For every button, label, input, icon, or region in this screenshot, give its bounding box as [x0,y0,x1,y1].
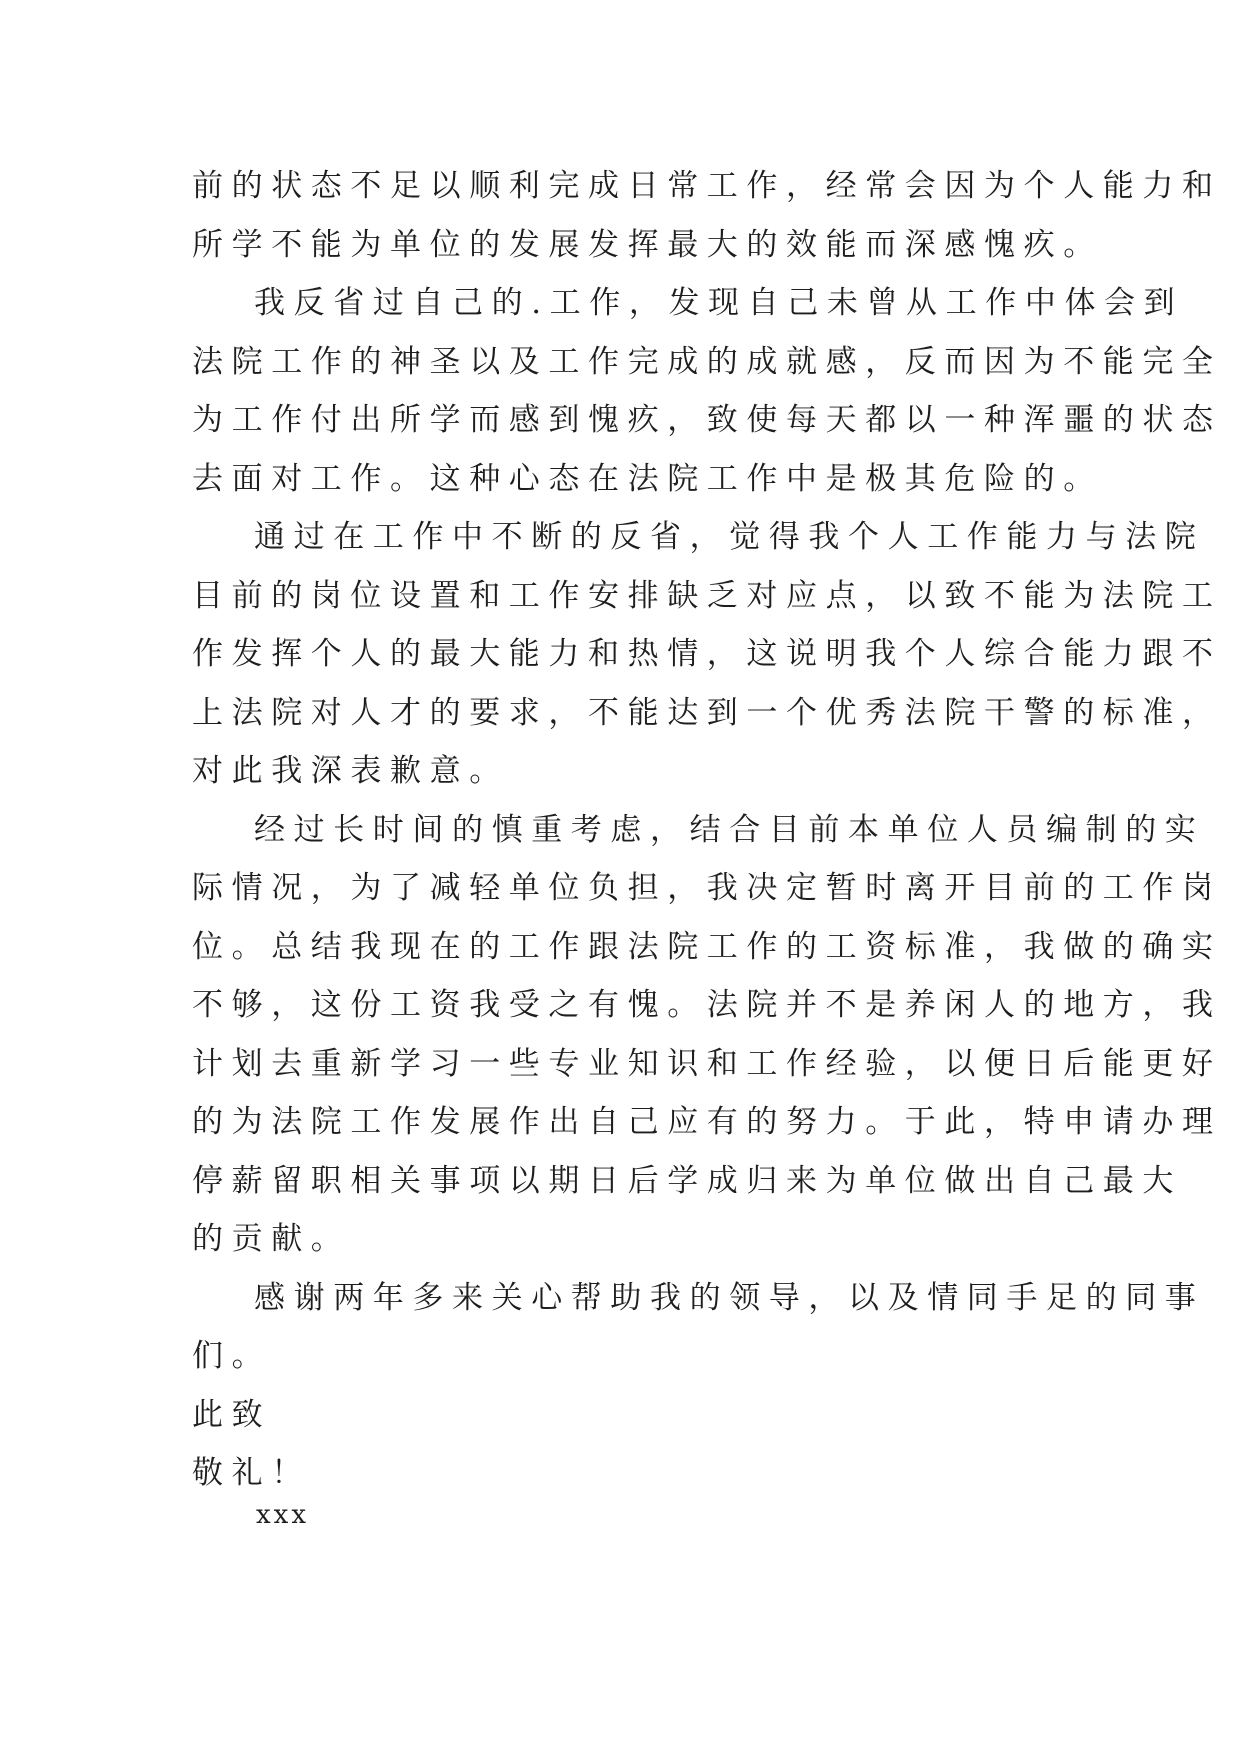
body-line: 作发挥个人的最大能力和热情，这说明我个人综合能力跟不 [192,636,1222,672]
body-line: 目前的岗位设置和工作安排缺乏对应点，以致不能为法院工 [192,577,1222,614]
paragraph-start-line: 经过长时间的慎重考虑，结合目前本单位人员编制的实 [254,811,1205,848]
body-line: 上法院对人才的要求，不能达到一个优秀法院干警的标准， [192,694,1222,731]
body-line: 计划去重新学习一些专业知识和工作经验，以便日后能更好 [192,1045,1222,1082]
body-line: 法院工作的神圣以及工作完成的成就感，反而因为不能完全 [192,343,1222,380]
body-line: 为工作付出所学而感到愧疚，致使每天都以一种浑噩的状态 [192,402,1222,438]
body-line: 对此我深表歉意。 [192,753,509,789]
letter-body [192,157,1222,1503]
body-line: 不够，这份工资我受之有愧。法院并不是养闲人的地方，我 [192,987,1222,1023]
body-line: 所学不能为单位的发展发挥最大的效能而深感愧疚。 [192,226,1103,263]
body-line: 际情况，为了减轻单位负担，我决定暂时离开目前的工作岗 [192,870,1222,906]
closing-regards: 敬礼！ [192,1455,311,1491]
body-line: 前的状态不足以顺利完成日常工作，经常会因为个人能力和 [192,168,1222,204]
body-line: 的贡献。 [192,1221,351,1257]
body-line: 停薪留职相关事项以期日后学成归来为单位做出自己最大 [192,1162,1182,1199]
paragraph-start-line: 感谢两年多来关心帮助我的领导，以及情同手足的同事 [254,1279,1205,1316]
signature: xxx [256,1500,309,1530]
body-line: 去面对工作。这种心态在法院工作中是极其危险的。 [192,460,1103,497]
paragraph-start-line: 通过在工作中不断的反省，觉得我个人工作能力与法院 [254,519,1205,555]
body-line: 们。 [192,1338,272,1374]
closing-salutation: 此致 [192,1396,272,1433]
paragraph-start-line: 我反省过自己的.工作，发现自己未曾从工作中体会到 [254,285,1184,321]
body-line: 位。总结我现在的工作跟法院工作的工资标准，我做的确实 [192,928,1222,965]
body-line: 的为法院工作发展作出自己应有的努力。于此，特申请办理 [192,1104,1222,1140]
